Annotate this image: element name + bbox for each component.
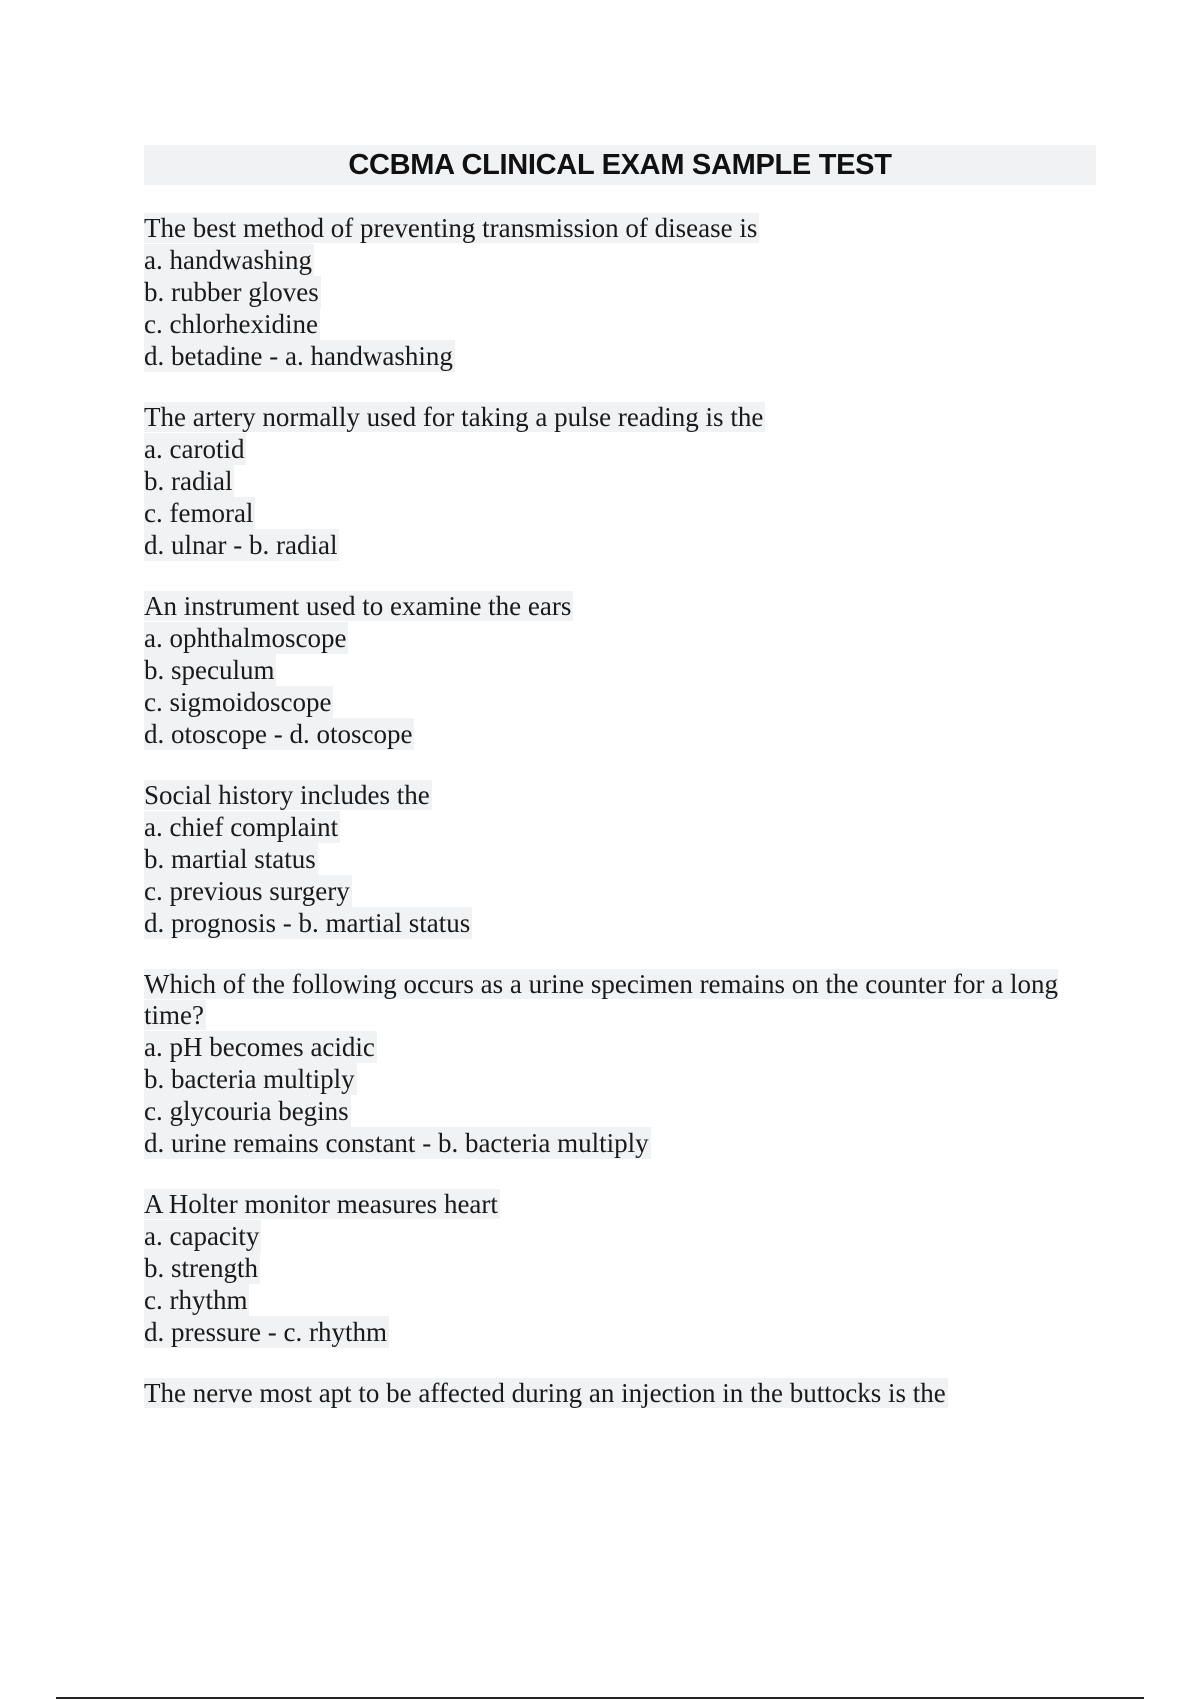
answer-option [144,875,1084,907]
question-block [144,402,1084,561]
answer-option [144,622,1084,654]
answer-option-highlight [144,654,276,686]
option-text: b. rubber gloves [144,277,319,307]
question-block [144,969,1084,1159]
answer-separator: - [266,719,290,749]
option-text: a. carotid [144,434,245,464]
option-text: d. betadine [144,341,263,371]
option-text: b. strength [144,1253,258,1283]
answer-option [144,244,1084,276]
question-text-line [144,1189,1084,1220]
answer-option [144,276,1084,308]
answer-option [144,907,1084,939]
answer-option [144,1127,1084,1159]
option-text: c. femoral [144,498,254,528]
correct-answer: b. martial status [298,908,471,938]
option-text: a. ophthalmoscope [144,623,347,653]
answer-option [144,433,1084,465]
answer-separator: - [260,1317,284,1347]
answer-option [144,340,1084,372]
correct-answer: a. handwashing [284,341,453,371]
option-text: b. radial [144,466,233,496]
option-text: c. chlorhexidine [144,309,318,339]
answer-option-highlight [144,1252,260,1284]
question-text: An instrument used to examine the ears [144,591,572,621]
question-text: The artery normally used for taking a pulse reading is the [144,402,764,432]
question-block [144,213,1084,372]
correct-answer: d. otoscope [289,719,413,749]
option-text: d. prognosis [144,908,277,938]
question-text-line [144,591,1084,622]
answer-separator: - [262,341,285,371]
option-text: a. handwashing [144,245,312,275]
answer-option-highlight [144,308,320,340]
answer-option [144,1095,1084,1127]
question-block [144,591,1084,750]
answer-option [144,1252,1084,1284]
answer-option-highlight [144,686,333,718]
answer-option-highlight [144,529,339,561]
question-text: A Holter monitor measures heart [144,1189,498,1219]
answer-option [144,529,1084,561]
option-text: d. urine remains constant [144,1128,416,1158]
option-text: a. pH becomes acidic [144,1032,375,1062]
question-text-line [144,402,1084,433]
answer-option-highlight [144,1127,651,1159]
question-text: The best method of preventing transmission of disease is [144,213,758,243]
option-text: d. otoscope [144,719,267,749]
title-band [144,145,1096,185]
answer-option-highlight [144,811,340,843]
question-list [144,213,1084,1439]
answer-option-highlight [144,244,314,276]
question-text-line [144,969,1084,1031]
answer-option [144,1031,1084,1063]
answer-option-highlight [144,497,255,529]
question-text-line [144,780,1084,811]
answer-option-highlight [144,875,352,907]
answer-separator: - [226,530,249,560]
answer-option-highlight [144,1095,351,1127]
option-text: a. capacity [144,1221,260,1251]
answer-option [144,811,1084,843]
answer-option-highlight [144,276,321,308]
option-text: c. rhythm [144,1285,248,1315]
answer-option [144,718,1084,750]
page-title: CCBMA CLINICAL EXAM SAMPLE TEST [348,148,892,181]
answer-option-highlight [144,843,318,875]
answer-option-highlight [144,1031,377,1063]
option-text: b. speculum [144,655,275,685]
answer-option-highlight [144,340,455,372]
answer-option [144,654,1084,686]
option-text: b. bacteria multiply [144,1064,355,1094]
answer-option-highlight [144,1220,261,1252]
answer-option [144,497,1084,529]
option-text: d. pressure [144,1317,261,1347]
question-text: Social history includes the [144,780,430,810]
option-text: d. ulnar [144,530,227,560]
answer-option [144,308,1084,340]
question-block [144,1378,1084,1409]
option-text: a. chief complaint [144,812,339,842]
question-text-line [144,213,1084,244]
option-text: c. sigmoidoscope [144,687,332,717]
answer-option-highlight [144,1284,249,1316]
correct-answer: b. radial [248,530,338,560]
correct-answer: b. bacteria multiply [437,1128,649,1158]
answer-option [144,1063,1084,1095]
answer-option-highlight [144,718,414,750]
correct-answer: c. rhythm [283,1317,387,1347]
answer-option [144,843,1084,875]
answer-option-highlight [144,433,246,465]
answer-option-highlight [144,1063,357,1095]
option-text: c. glycouria begins [144,1096,349,1126]
answer-option [144,1316,1084,1348]
answer-option [144,1220,1084,1252]
question-text: Which of the following occurs as a urine specimen remains on the counter for a long time? [144,969,1058,1030]
answer-option-highlight [144,622,348,654]
question-block [144,1189,1084,1348]
answer-option-highlight [144,465,234,497]
option-text: c. previous surgery [144,876,350,906]
question-text: The nerve most apt to be affected during an injection in the buttocks is the [144,1378,946,1408]
question-text-line [144,1378,1084,1409]
answer-option-highlight [144,907,472,939]
answer-option [144,465,1084,497]
answer-separator: - [276,908,299,938]
answer-option-highlight [144,1316,389,1348]
answer-separator: - [415,1128,438,1158]
answer-option [144,686,1084,718]
answer-option [144,1284,1084,1316]
footer-divider [56,1697,1144,1699]
question-block [144,780,1084,939]
option-text: b. martial status [144,844,316,874]
